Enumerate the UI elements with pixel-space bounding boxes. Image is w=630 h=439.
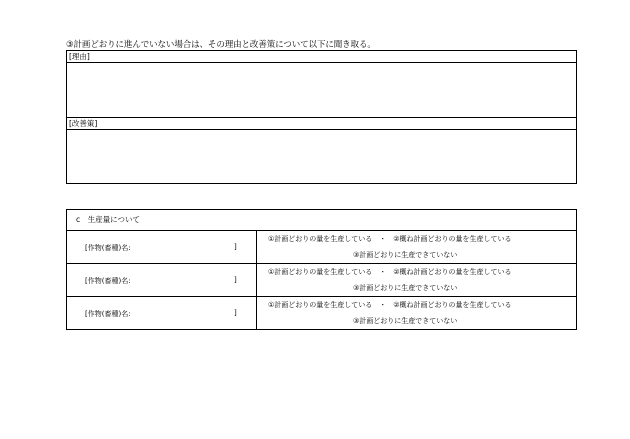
crop-bracket: ] (234, 276, 237, 284)
crop-cell[interactable] (67, 264, 257, 296)
crop-bracket: ] (234, 309, 237, 317)
production-row (67, 297, 576, 330)
crop-label: [作物(畜種)名: (85, 244, 131, 252)
crop-cell[interactable] (67, 231, 257, 263)
production-table (66, 209, 577, 330)
crop-cell[interactable] (67, 297, 257, 330)
production-title: c 生産量について (67, 210, 576, 231)
crop-label: [作物(畜種)名: (85, 310, 131, 318)
reason-label: [理由] (67, 51, 576, 63)
option-3[interactable]: ③計画どおりに生産できていない (353, 284, 458, 292)
option-1-2[interactable]: ①計画どおりの量を生産している ・ ②概ね計画どおりの量を生産している (268, 268, 512, 276)
option-3[interactable]: ③計画どおりに生産できていない (353, 317, 458, 325)
option-1-2[interactable]: ①計画どおりの量を生産している ・ ②概ね計画どおりの量を生産している (268, 235, 512, 243)
option-1-2[interactable]: ①計画どおりの量を生産している ・ ②概ね計画どおりの量を生産している (268, 301, 512, 309)
production-row (67, 264, 576, 297)
improvement-box (66, 117, 577, 184)
instruction-text: ③計画どおりに進んでいない場合は、その理由と改善策について以下に聞き取る。 (66, 40, 376, 50)
crop-label: [作物(畜種)名: (85, 277, 131, 285)
crop-bracket: ] (234, 243, 237, 251)
production-row (67, 231, 576, 264)
reason-input-area[interactable] (67, 63, 576, 117)
reason-box (66, 50, 577, 118)
improvement-label: [改善策] (67, 118, 576, 130)
option-3[interactable]: ③計画どおりに生産できていない (353, 251, 458, 259)
improvement-input-area[interactable] (67, 130, 576, 183)
